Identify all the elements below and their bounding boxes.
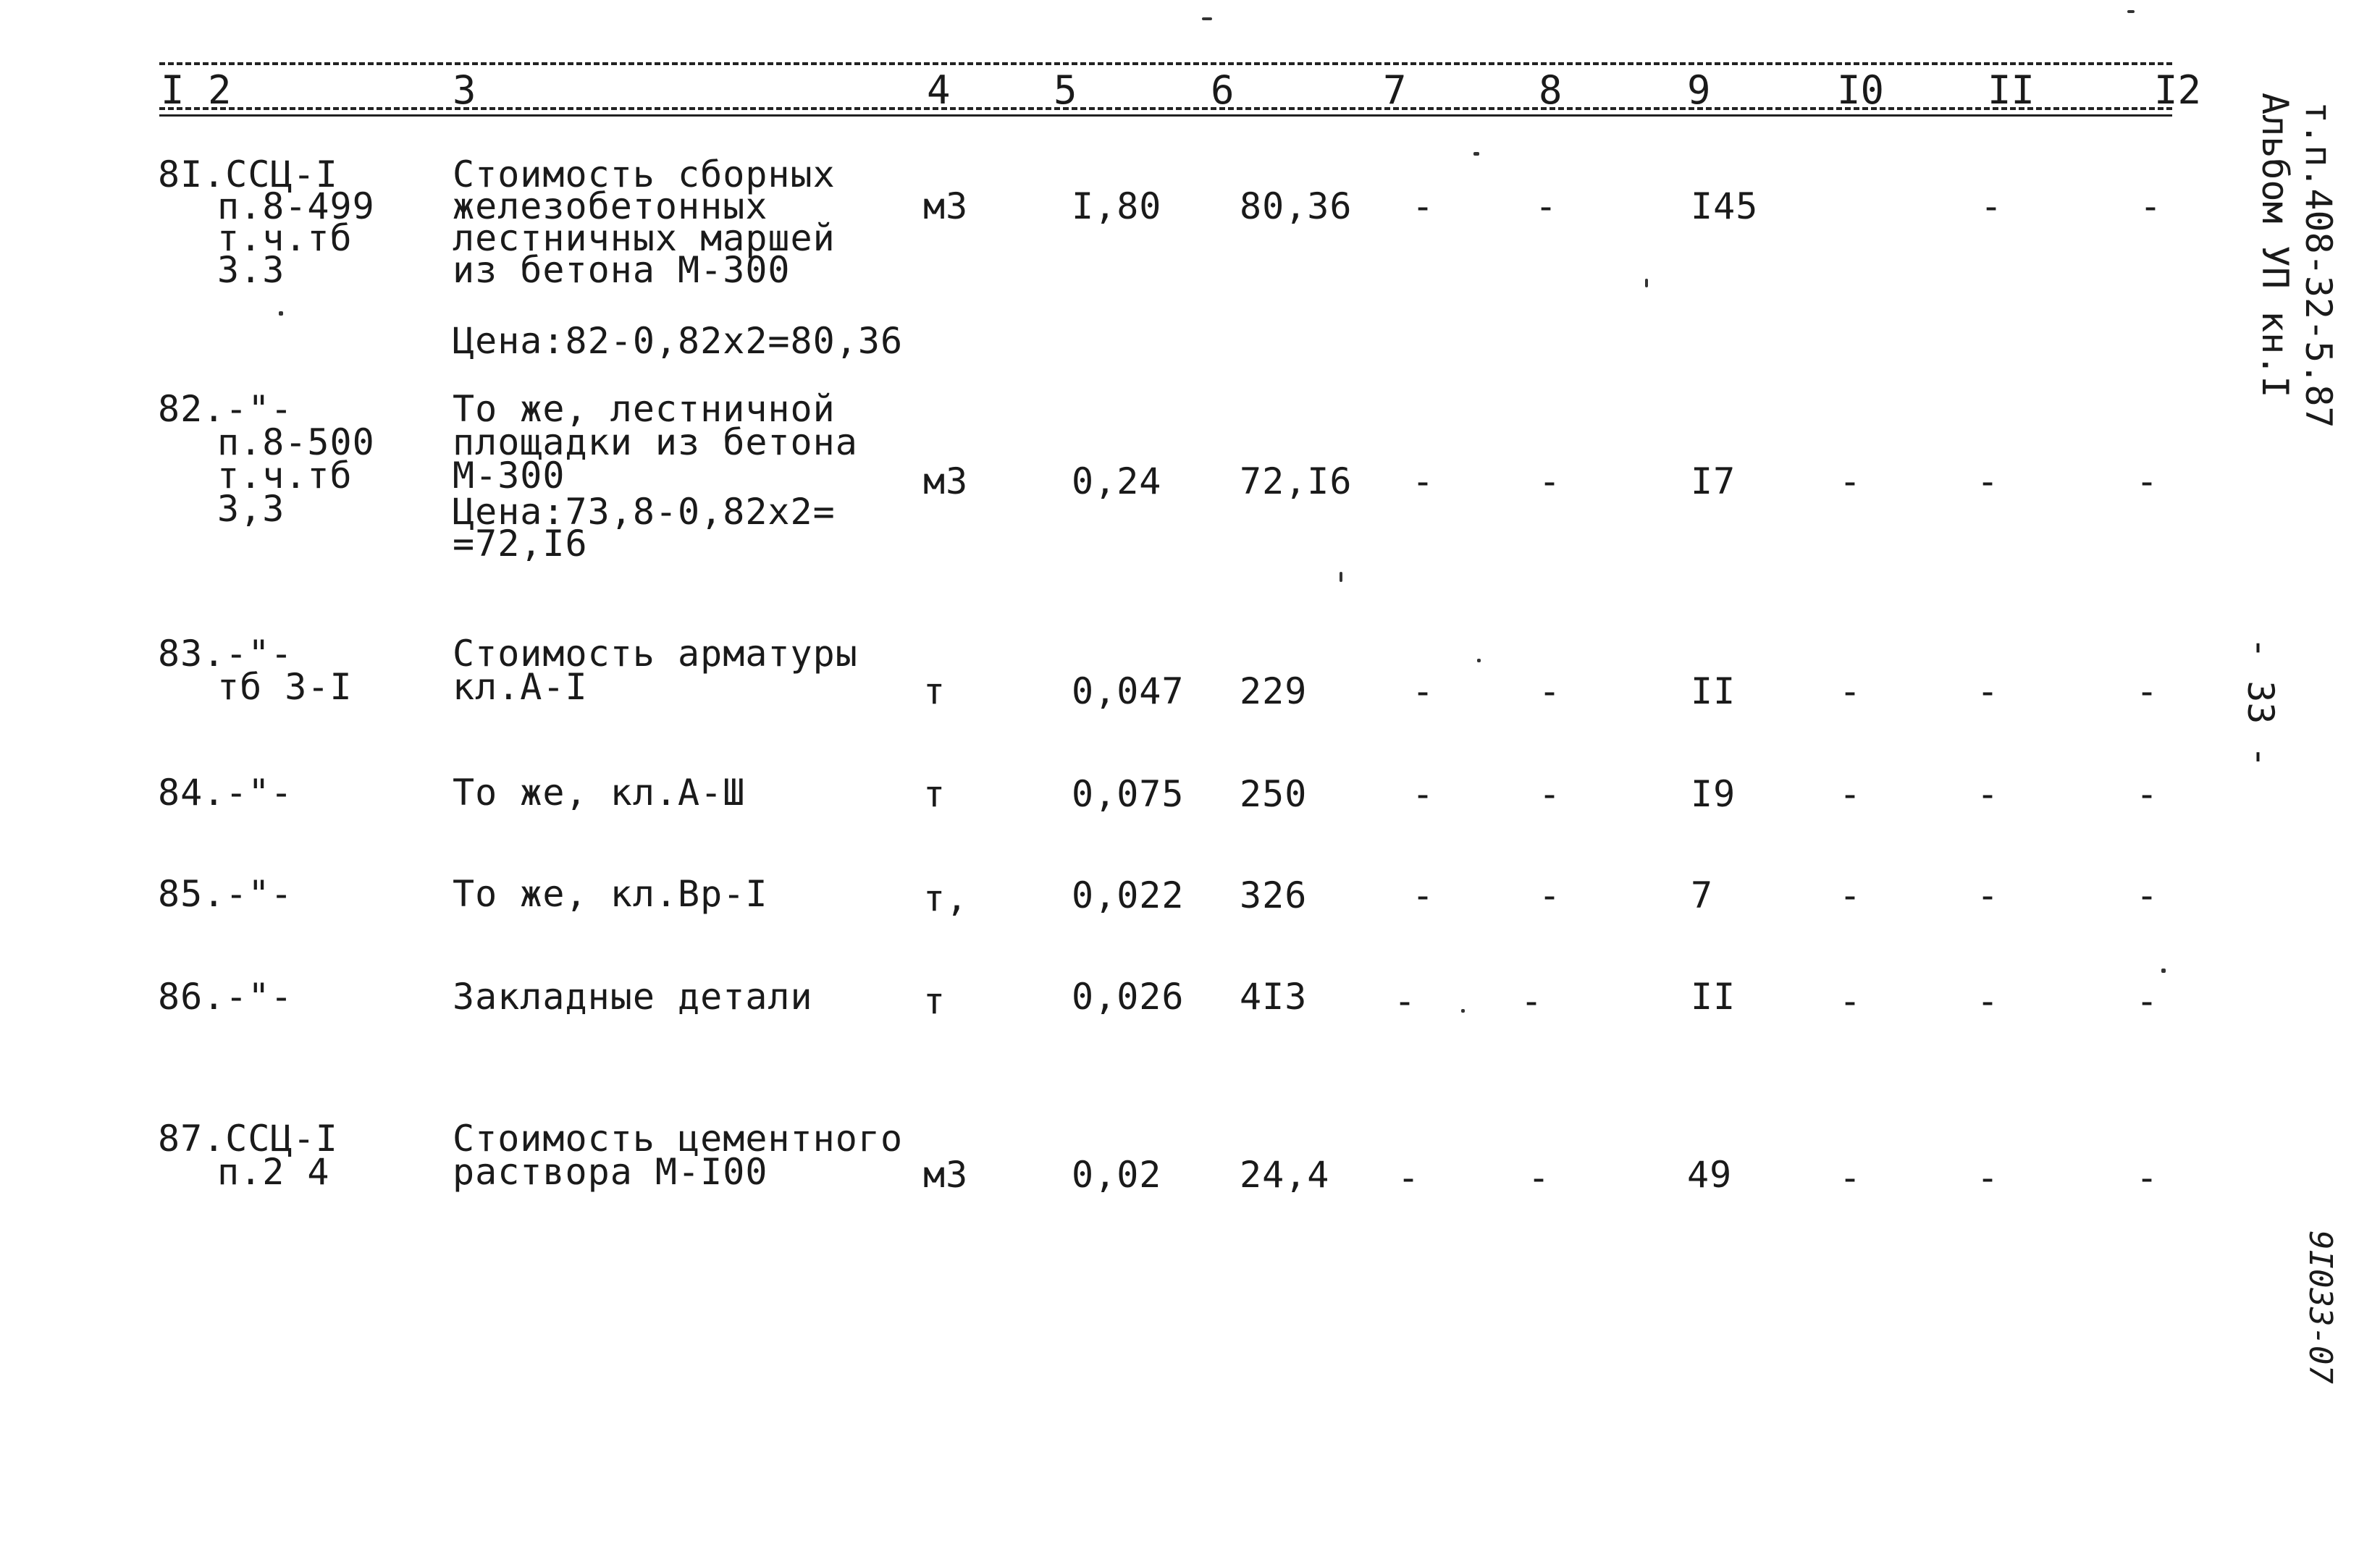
row-col12: - — [2136, 874, 2159, 916]
row-qty: 0,075 — [1072, 773, 1185, 815]
col-header-8: 8 — [1539, 67, 1563, 113]
header-top-rule — [159, 62, 2172, 65]
row-col12: - — [2136, 980, 2159, 1022]
row-price-note: Цена:82-0,82х2=80,36 — [453, 320, 904, 362]
col-header-7: 7 — [1383, 67, 1407, 113]
col-header-10: I0 — [1837, 67, 1885, 113]
row-col10: - — [1839, 773, 1862, 815]
row-desc-line: =72,I6 — [453, 523, 588, 565]
row-code-line: 3,3 — [217, 488, 285, 530]
row-col7: - — [1412, 670, 1435, 712]
scan-speck — [1202, 17, 1212, 20]
row-col7: - — [1412, 773, 1435, 815]
row-col11: - — [1977, 460, 2000, 502]
header-bottom-rule-2 — [159, 114, 2172, 117]
row-unit: т, — [923, 877, 969, 919]
scan-speck — [2161, 969, 2166, 973]
row-col11: - — [1977, 670, 2000, 712]
row-col9: II — [1691, 670, 1736, 712]
row-price: 326 — [1240, 874, 1308, 916]
col-header-9: 9 — [1687, 67, 1711, 113]
row-unit: т — [923, 670, 946, 712]
row-price: 72,I6 — [1240, 460, 1353, 502]
row-code-line: 83.-"- — [158, 633, 293, 675]
row-code-line: 84.-"- — [158, 772, 293, 814]
row-unit: т — [923, 980, 946, 1022]
row-col8: - — [1521, 980, 1544, 1022]
row-col11: - — [1977, 773, 2000, 815]
row-col10: - — [1839, 980, 1862, 1022]
row-col7: - — [1412, 185, 1435, 227]
archive-number: 9I033-07 — [2302, 1231, 2339, 1384]
row-code-line: т.ч.тб — [217, 217, 353, 259]
scan-speck — [1645, 279, 1648, 287]
row-desc-line: Закладные детали — [453, 976, 813, 1018]
row-col8: - — [1528, 1157, 1551, 1199]
row-col7: - — [1412, 460, 1435, 502]
row-unit: м3 — [923, 460, 969, 502]
row-code-line: п.8-499 — [217, 185, 375, 227]
row-desc-line: То же, кл.Вр-I — [453, 873, 768, 915]
row-col12: - — [2136, 460, 2159, 502]
row-qty: I,80 — [1072, 185, 1162, 227]
col-header-4: 4 — [927, 67, 951, 113]
row-col7: - — [1397, 1157, 1421, 1199]
row-desc-line: Цена:73,8-0,82х2= — [453, 491, 836, 533]
row-col11: - — [1977, 980, 2000, 1022]
row-col8: - — [1535, 185, 1558, 227]
scan-speck — [279, 311, 283, 316]
row-qty: 0,047 — [1072, 670, 1185, 712]
page-number: - 33 - — [2240, 637, 2282, 768]
row-col9: I45 — [1691, 185, 1759, 227]
row-col7: - — [1394, 980, 1417, 1022]
row-col8: - — [1539, 874, 1562, 916]
row-col10: - — [1839, 460, 1862, 502]
row-desc-line: То же, лестничной — [453, 388, 836, 430]
row-col7: - — [1412, 874, 1435, 916]
row-price: 80,36 — [1240, 185, 1353, 227]
row-price: 4I3 — [1240, 976, 1308, 1018]
col-header-1-2: I 2 — [161, 67, 232, 113]
row-col12: - — [2136, 773, 2159, 815]
row-code-line: 3.3 — [217, 249, 285, 291]
row-col9: 7 — [1691, 874, 1714, 916]
row-code-line: т.ч.тб — [217, 455, 353, 497]
row-code-line: п.8-500 — [217, 421, 375, 463]
row-code-line: 85.-"- — [158, 873, 293, 915]
doc-code: т.п.408-32-5.87 — [2297, 101, 2339, 429]
row-code-line: 8I.ССЦ-I — [158, 153, 338, 195]
row-desc-line: Стоимость цементного — [453, 1118, 904, 1160]
row-desc-line: железобетонных — [453, 185, 768, 227]
row-col9: 49 — [1687, 1154, 1733, 1196]
col-header-12: I2 — [2154, 67, 2202, 113]
row-qty: 0,24 — [1072, 460, 1162, 502]
row-code-line: 87.ССЦ-I — [158, 1118, 338, 1160]
scan-speck — [2127, 10, 2135, 13]
col-header-6: 6 — [1211, 67, 1235, 113]
row-unit: м3 — [923, 185, 969, 227]
row-col11: - — [1977, 1157, 2000, 1199]
row-code-line: тб 3-I — [217, 666, 353, 708]
row-price: 24,4 — [1240, 1154, 1330, 1196]
row-col8: - — [1539, 773, 1562, 815]
row-col12: - — [2136, 1157, 2159, 1199]
row-desc-line: из бетона М-300 — [453, 249, 791, 291]
row-desc-line: Стоимость арматуры — [453, 633, 858, 675]
album-label: Альбом УП кн.I — [2254, 93, 2296, 398]
row-col9: I7 — [1691, 460, 1736, 502]
scan-speck — [1477, 659, 1481, 662]
row-qty: 0,026 — [1072, 976, 1185, 1018]
row-desc-line: площадки из бетона — [453, 421, 858, 463]
row-desc-line: Стоимость сборных — [453, 153, 836, 195]
row-desc-line: кл.А-I — [453, 666, 588, 708]
col-header-5: 5 — [1054, 67, 1077, 113]
row-col12: - — [2140, 185, 2163, 227]
col-header-11: II — [1988, 67, 2035, 113]
row-col10: - — [1839, 670, 1862, 712]
scan-speck — [1473, 152, 1479, 156]
row-code-line: 82.-"- — [158, 388, 293, 430]
row-desc-line: М-300 — [453, 455, 565, 497]
row-price: 229 — [1240, 670, 1308, 712]
row-unit: т — [923, 773, 946, 815]
row-col10: - — [1839, 1157, 1862, 1199]
scan-speck — [1340, 572, 1342, 582]
row-col8: - — [1539, 460, 1562, 502]
row-desc-line: раствора М-I00 — [453, 1151, 768, 1193]
row-code-line: 86.-"- — [158, 976, 293, 1018]
col-header-3: 3 — [453, 67, 476, 113]
row-qty: 0,022 — [1072, 874, 1185, 916]
row-col11: - — [1977, 874, 2000, 916]
row-price: 250 — [1240, 773, 1308, 815]
row-unit: м3 — [923, 1154, 969, 1196]
row-qty: 0,02 — [1072, 1154, 1162, 1196]
row-col10: - — [1839, 874, 1862, 916]
row-code-line: п.2 4 — [217, 1151, 330, 1193]
row-col12: - — [2136, 670, 2159, 712]
row-desc-line: То же, кл.А-Ш — [453, 772, 746, 814]
row-desc-line: лестничных маршей — [453, 217, 836, 259]
row-col9: II — [1691, 976, 1736, 1018]
scan-speck — [1461, 1009, 1465, 1013]
row-col8: - — [1539, 670, 1562, 712]
row-col9: I9 — [1691, 773, 1736, 815]
row-col11: - — [1980, 185, 2003, 227]
